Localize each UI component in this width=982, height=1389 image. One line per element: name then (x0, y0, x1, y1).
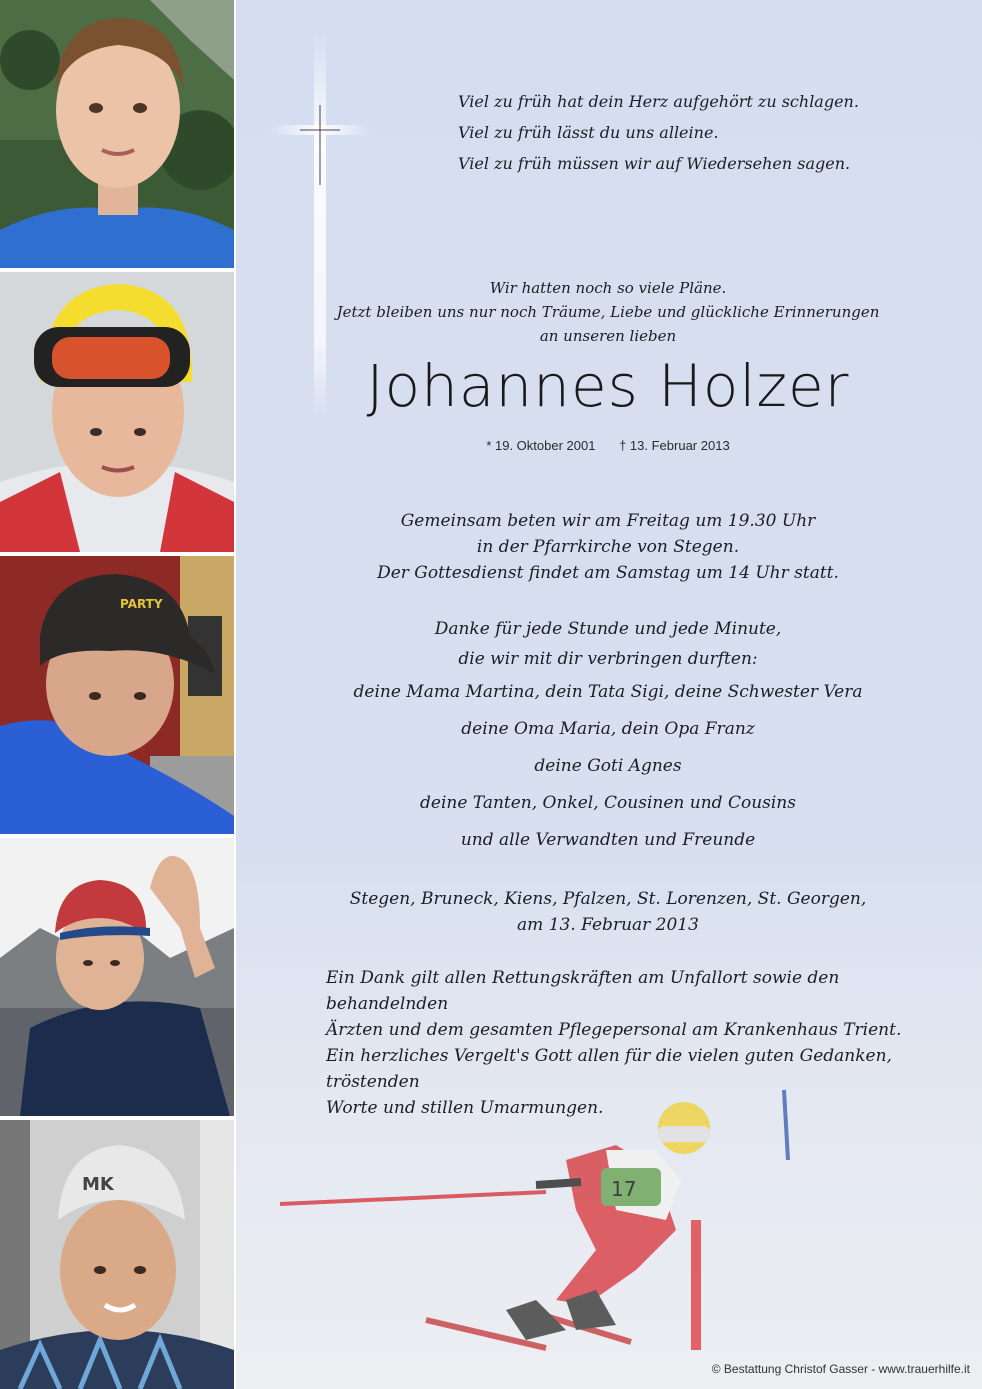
ack1-line-1: Ein Dank gilt allen Rettungskräften am Unfallort sowie den behandelnden (326, 968, 840, 1014)
plans-line-1: Wir hatten noch so viele Pläne. (489, 279, 727, 297)
plans-text (300, 276, 916, 348)
portrait-photo-2 (0, 272, 234, 552)
family-line: deine Goti Agnes (534, 756, 682, 776)
ack2-line-1: Ein herzliches Vergelt's Gott allen für die vielen guten Gedanken, tröstenden (326, 1046, 892, 1092)
plans-line-2: Jetzt bleiben uns nur noch Träume, Liebe und glückliche Erinnerungen (336, 303, 880, 321)
service-line-3: Der Gottesdienst findet am Samstag um 14 Uhr statt. (377, 563, 839, 583)
deceased-name: Johannes Holzer (366, 352, 850, 420)
service-line-1: Gemeinsam beten wir am Freitag um 19.30 Uhr (400, 511, 816, 531)
service-info (300, 508, 916, 586)
service-line-2: in der Pfarrkirche von Stegen. (476, 537, 740, 557)
birth-date: * 19. Oktober 2001 (486, 438, 596, 453)
portrait-photo-1 (0, 0, 234, 268)
place-date (300, 886, 916, 938)
family-line: und alle Verwandten und Freunde (460, 830, 756, 850)
poem-line-2: Viel zu früh lässt du uns alleine. (458, 123, 719, 142)
plans-line-3: an unseren lieben (539, 327, 677, 345)
svg-text:17: 17 (611, 1177, 637, 1201)
portrait-photo-4 (0, 838, 234, 1116)
life-dates (300, 438, 916, 453)
svg-text:MK: MK (82, 1174, 114, 1195)
copyright-notice: © Bestattung Christof Gasser - www.trauerhilfe.it (711, 1362, 970, 1376)
family-line: deine Oma Maria, dein Opa Franz (461, 719, 755, 739)
family-line: deine Tanten, Onkel, Cousinen und Cousins (420, 793, 796, 813)
thanks-line-1: Danke für jede Stunde und jede Minute, (434, 619, 782, 639)
family-line: deine Mama Martina, dein Tata Sigi, deine Schwester Vera (353, 682, 863, 702)
portrait-photo-3 (0, 556, 234, 834)
death-date: † 13. Februar 2013 (619, 438, 730, 453)
portrait-photo-5 (0, 1120, 234, 1389)
date-line: am 13. Februar 2013 (517, 915, 699, 935)
photo-column (0, 0, 234, 1389)
svg-text:PARTY: PARTY (120, 597, 163, 611)
ack2-line-2: Worte und stillen Umarmungen. (326, 1098, 604, 1118)
acknowledgement-rescue (326, 965, 926, 1043)
mourners-list (300, 614, 916, 859)
poem-line-3: Viel zu früh müssen wir auf Wiedersehen sagen. (458, 154, 851, 173)
skier-image (236, 1070, 982, 1370)
poem (458, 86, 918, 179)
ack1-line-2: Ärzten und dem gesamten Pflegepersonal am Krankenhaus Trient. (326, 1020, 902, 1040)
place-line: Stegen, Bruneck, Kiens, Pfalzen, St. Lorenzen, St. Georgen, (349, 889, 867, 909)
poem-line-1: Viel zu früh hat dein Herz aufgehört zu schlagen. (458, 92, 859, 111)
thanks-line-2: die wir mit dir verbringen durften: (458, 649, 758, 669)
